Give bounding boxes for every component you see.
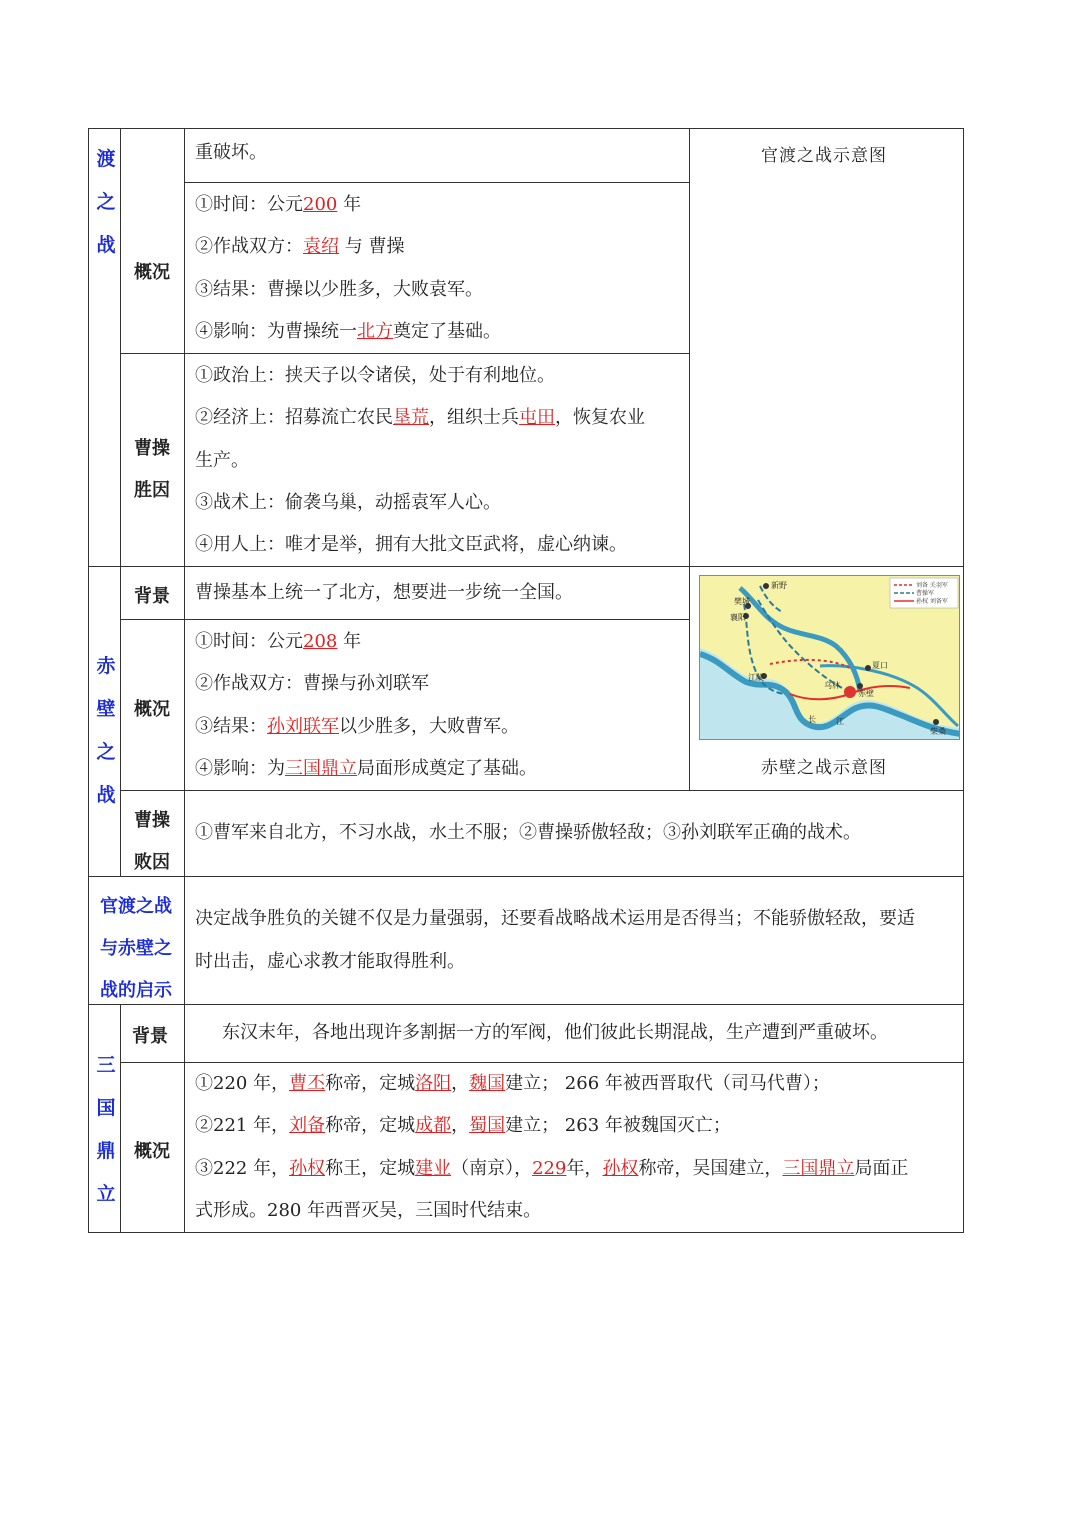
map-legend-1: 刘备 关羽军 xyxy=(916,582,948,589)
sanguo-side-char: 三 xyxy=(96,1054,116,1076)
keyword: 229 xyxy=(532,1158,567,1179)
col-line-2 xyxy=(184,128,185,1233)
sanguo-side-char: 鼎 xyxy=(96,1140,116,1162)
map-legend-2: 曹操军 xyxy=(916,590,935,597)
sanguo-bg-text: 东汉末年，各地出现许多割据一方的军阀，他们彼此长期混战，生产遭到严重破坏。 xyxy=(222,1022,888,1043)
guandu-reason-label: 曹操 胜因 xyxy=(134,438,170,501)
table-bottom-border xyxy=(88,1232,964,1233)
chibi-bg-label: 背景 xyxy=(134,586,170,607)
map-label: 乌林 xyxy=(824,681,840,690)
guandu-reason-2: ②经济上：招募流亡农民垦荒，组织士兵屯田，恢复农业 xyxy=(195,407,645,428)
sanguo-overview-line-3: ③222 年，孙权称王，定城建业（南京），229年，孙权称帝，吴国建立，三国鼎立局面正 xyxy=(195,1158,909,1179)
map-label: 江 xyxy=(836,717,844,726)
row-line-lesson-top xyxy=(88,876,964,877)
row-line-chibi-a xyxy=(120,619,689,620)
chibi-side-char: 赤 xyxy=(96,655,116,677)
map-label: 柴桑 xyxy=(930,727,946,736)
row-line-sanguo-a xyxy=(120,1062,964,1063)
guandu-overview-line-3: ③结果：曹操以少胜多，大败袁军。 xyxy=(195,279,483,300)
chibi-bg-text: 曹操基本上统一了北方，想要进一步统一全国。 xyxy=(195,582,573,603)
chibi-overview-line-3: ③结果：孙刘联军以少胜多，大败曹军。 xyxy=(195,716,519,737)
chibi-overview-label: 概况 xyxy=(134,699,170,720)
keyword: 200 xyxy=(303,194,338,215)
guandu-overview-line-2: ②作战双方：袁绍 与 曹操 xyxy=(195,236,405,257)
sanguo-side-char: 立 xyxy=(96,1183,116,1205)
lesson-line-1: 决定战争胜负的关键不仅是力量强弱，还要看战略战术运用是否得当；不能骄傲轻敌，要适 xyxy=(195,908,915,929)
table-top-border xyxy=(88,128,964,129)
map-label: 长 xyxy=(808,715,816,724)
keyword: 刘备 xyxy=(289,1115,326,1136)
guandu-side-char: 渡 xyxy=(96,148,116,170)
keyword: 三国鼎立 xyxy=(285,758,357,779)
map-label: 江陵 xyxy=(748,673,764,682)
sanguo-overview-label: 概况 xyxy=(134,1141,170,1162)
sanguo-overview-line-4: 式形成。280 年西晋灭吴，三国时代结束。 xyxy=(195,1200,542,1221)
keyword: 孙权 xyxy=(602,1158,639,1179)
chibi-fail-label: 曹操 败因 xyxy=(134,810,170,873)
sanguo-side-title xyxy=(90,1044,122,1216)
chibi-side-char: 壁 xyxy=(96,698,116,720)
keyword: 屯田 xyxy=(519,407,555,428)
keyword: 袁绍 xyxy=(303,236,339,257)
keyword: 孙权 xyxy=(289,1158,326,1179)
keyword: 建业 xyxy=(415,1158,452,1179)
guandu-side-char: 战 xyxy=(96,234,116,256)
keyword: 208 xyxy=(303,631,338,652)
guandu-overview-label: 概况 xyxy=(134,262,170,283)
sanguo-overview-line-1: ①220 年，曹丕称帝，定城洛阳，魏国建立； 266 年被西晋取代（司马代曹）； xyxy=(195,1073,830,1094)
guandu-overview-line-4: ④影响：为曹操统一北方奠定了基础。 xyxy=(195,321,501,342)
map-label: 夏口 xyxy=(872,661,888,670)
map-label: 襄阳 xyxy=(730,613,746,622)
keyword: 曹丕 xyxy=(289,1073,326,1094)
sanguo-bg-label: 背景 xyxy=(132,1026,168,1047)
chibi-map-caption: 赤壁之战示意图 xyxy=(761,758,887,778)
row-line-guandu-b xyxy=(120,353,689,354)
chibi-overview-line-4: ④影响：为三国鼎立局面形成奠定了基础。 xyxy=(195,758,537,779)
chibi-side-title xyxy=(90,645,122,817)
map-label: 新野 xyxy=(771,581,787,590)
guandu-reason-1: ①政治上：挟天子以令诸侯，处于有利地位。 xyxy=(195,365,555,386)
guandu-side-title xyxy=(90,138,122,267)
chibi-side-char: 战 xyxy=(96,784,116,806)
guandu-overview-line-1: ①时间：公元200 年 xyxy=(195,194,362,215)
lesson-line-2: 时出击，虚心求教才能取得胜利。 xyxy=(195,951,465,972)
col-line-right xyxy=(963,128,964,1233)
col-line-left xyxy=(88,128,89,1233)
chibi-overview-line-2: ②作战双方：曹操与孙刘联军 xyxy=(195,673,429,694)
chibi-overview-line-1: ①时间：公元208 年 xyxy=(195,631,362,652)
guandu-side-char: 之 xyxy=(96,191,116,213)
keyword: 洛阳 xyxy=(415,1073,452,1094)
keyword: 蜀国 xyxy=(469,1115,506,1136)
row-line-sanguo-top xyxy=(88,1004,964,1005)
lesson-label: 官渡之战 与赤壁之 战的启示 xyxy=(100,896,172,1001)
guandu-reason-4: ④用人上：唯才是举，拥有大批文臣武将，虚心纳谏。 xyxy=(195,534,627,555)
keyword: 魏国 xyxy=(469,1073,506,1094)
col-line-3-upper xyxy=(689,128,690,791)
row-line-chibi-b xyxy=(120,790,964,791)
keyword: 三国鼎立 xyxy=(782,1158,855,1179)
sanguo-overview-line-2: ②221 年，刘备称帝，定城成都，蜀国建立； 263 年被魏国灭亡； xyxy=(195,1115,731,1136)
sanguo-side-char: 国 xyxy=(96,1097,116,1119)
keyword: 北方 xyxy=(357,321,393,342)
map-label: 樊城 xyxy=(734,597,750,606)
keyword: 孙刘联军 xyxy=(267,716,339,737)
row-line-guandu-a xyxy=(184,182,689,183)
guandu-reason-3: ③战术上：偷袭乌巢，动摇袁军人心。 xyxy=(195,492,501,513)
keyword: 垦荒 xyxy=(393,407,429,428)
chibi-side-char: 之 xyxy=(96,741,116,763)
keyword: 成都 xyxy=(415,1115,452,1136)
row-line-chibi-top xyxy=(88,566,964,567)
map-drawing xyxy=(700,576,960,740)
chibi-fail-text: ①曹军来自北方，不习水战，水土不服；②曹操骄傲轻敌；③孙刘联军正确的战术。 xyxy=(195,822,861,843)
chibi-battle-map xyxy=(699,575,960,740)
map-legend-3: 孙权 刘备军 xyxy=(916,598,948,605)
map-label: 赤壁 xyxy=(858,689,874,698)
guandu-reason-2-cont: 生产。 xyxy=(195,450,249,471)
guandu-map-caption: 官渡之战示意图 xyxy=(761,146,887,166)
guandu-damage-tail: 重破坏。 xyxy=(195,142,267,163)
